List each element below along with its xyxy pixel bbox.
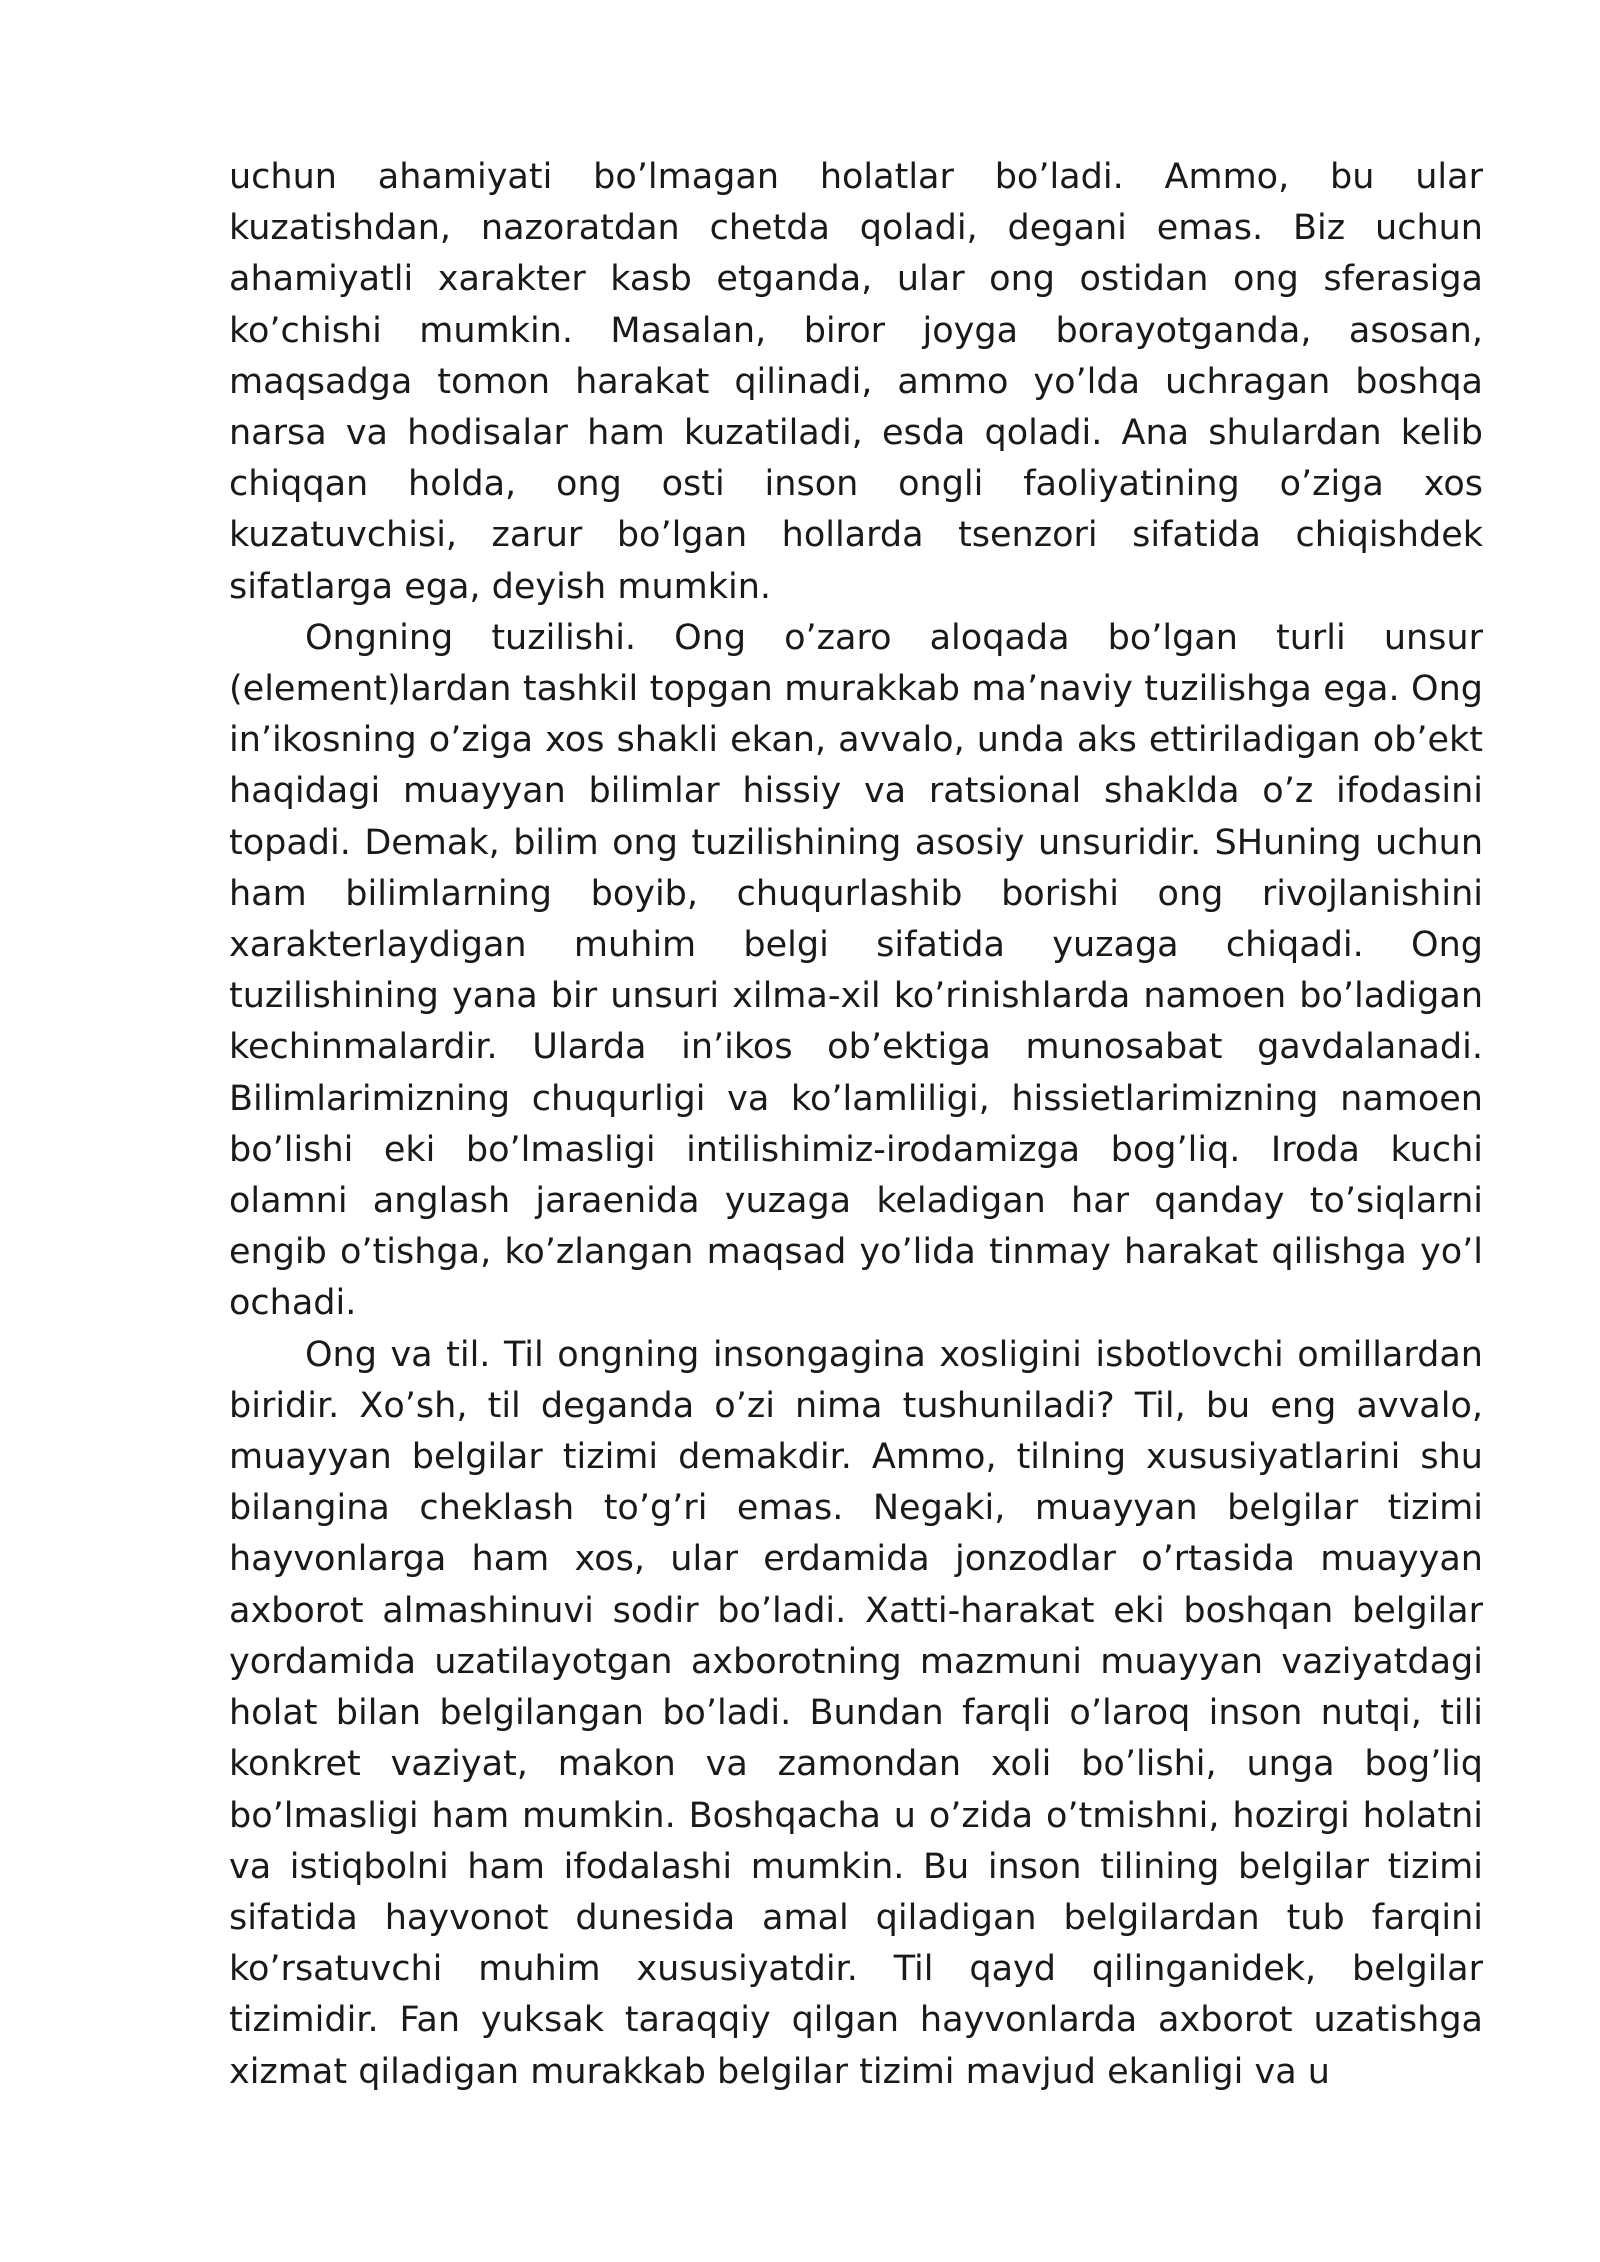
paragraph-continuation: uchun ahamiyati bo’lmagan holatlar bo’ladi. Ammo, bu ular kuzatishdan, nazoratdan chetda qoladi, degani emas. Biz uchun ahamiyatli xarakter kasb etganda, ular ong ostidan ong sferasiga ko’chishi mumkin. Masalan, biror joyga borayotganda, asosan, maqsadga tomon harakat qilinadi, ammo yo’lda uchragan boshqa narsa va hodisalar ham kuzatiladi, esda qoladi. Ana shulardan kelib chiqqan holda, ong osti inson ongli faoliyatining o’ziga xos kuzatuvchisi, zarur bo’lgan hollarda tsenzori sifatida chiqishdek sifatlarga ega, deyish mumkin.	[229, 157, 1483, 607]
paragraph-ong-va-til: Ong va til. Til ongning insongagina xosligini isbotlovchi omillardan biridir. Xo’sh, til deganda o’zi nima tushuniladi? Til, bu eng avvalo, muayyan belgilar tizimi demakdir. Ammo, tilning xususiyatlarini shu bilangina cheklash to’g’ri emas. Negaki, muayyan belgilar tizimi hayvonlarga ham xos, ular erdamida jonzodlar o’rtasida muayyan axborot almashinuvi sodir bo’ladi. Xatti-harakat eki boshqan belgilar yordamida uzatilayotgan axborotning mazmuni muayyan vaziyatdagi holat bilan belgilangan bo’ladi. Bundan farqli o’laroq inson nutqi, tili konkret vaziyat, makon va zamondan xoli bo’lishi, unga bog’liq bo’lmasligi ham mumkin. Boshqacha u o’zida o’tmishni, hozirgi holatni va istiqbolni ham ifodalashi mumkin. Bu inson tilining belgilar tizimi sifatida hayvonot dunesida amal qiladigan belgilardan tub farqini ko’rsatuvchi muhim xususiyatdir. Til qayd qilinganidek, belgilar tizimidir. Fan yuksak taraqqiy qilgan hayvonlarda axborot uzatishga xizmat qiladigan murakkab belgilar tizimi mavjud ekanligi va u	[229, 1334, 1483, 2092]
paragraph-ong-tuzilishi: Ongning tuzilishi. Ong o’zaro aloqada bo’lgan turli unsur (element)lardan tashkil topgan murakkab ma’naviy tuzilishga ega. Ong in’ikosning o’ziga xos shakli ekan, avvalo, unda aks ettiriladigan ob’ekt haqidagi muayyan bilimlar hissiy va ratsional shaklda o’z ifodasini topadi. Demak, bilim ong tuzilishining asosiy unsuridir. SHuning uchun ham bilimlarning boyib, chuqurlashib borishi ong rivojlanishini xarakterlaydigan muhim belgi sifatida yuzaga chiqadi. Ong tuzilishining yana bir unsuri xilma-xil ko’rinishlarda namoen bo’ladigan kechinmalardir. Ularda in’ikos ob’ektiga munosabat gavdalanadi. Bilimlarimizning chuqurligi va ko’lamliligi, hissietlarimizning namoen bo’lishi eki bo’lmasligi intilishimiz-irodamizga bog’liq. Iroda kuchi olamni anglash jaraenida yuzaga keladigan har qanday to’siqlarni engib o’tishga, ko’zlangan maqsad yo’lida tinmay harakat qilishga yo’l ochadi.	[229, 617, 1483, 1324]
body-text	[229, 152, 1483, 2098]
